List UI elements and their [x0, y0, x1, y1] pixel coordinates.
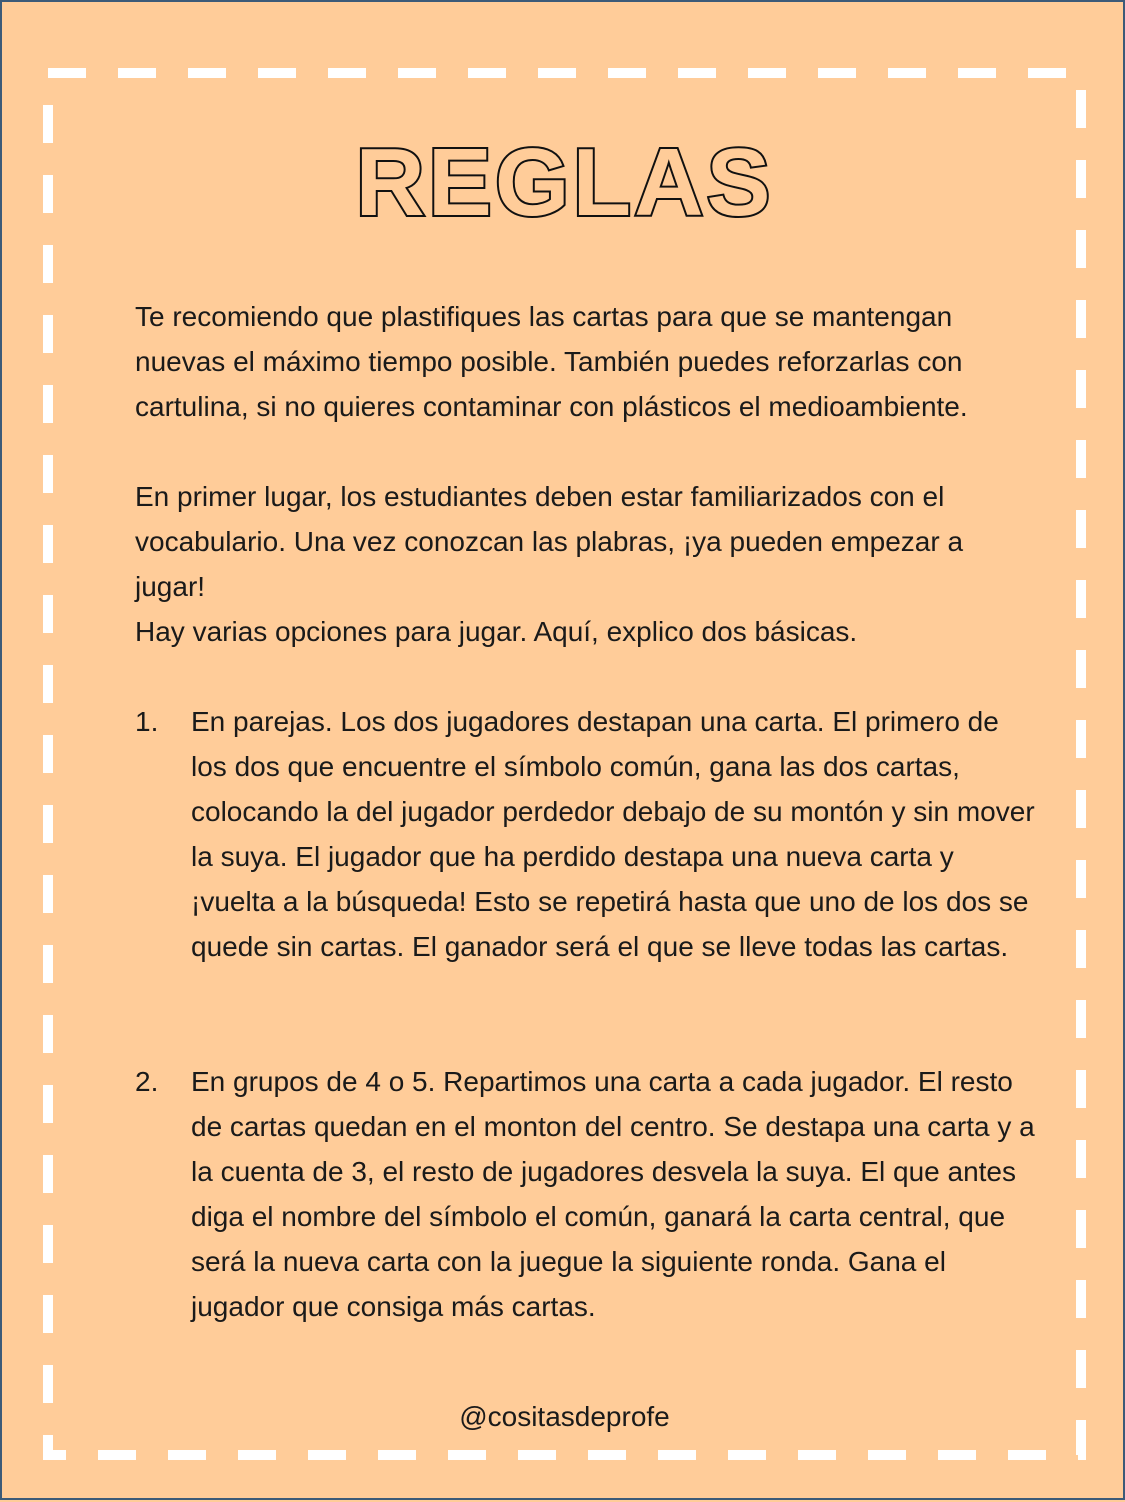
rule-item-groups	[135, 1059, 1035, 1329]
intro-paragraph: Te recomiendo que plastifiques las cartas para que se mantengan nuevas el máximo tiempo posible. También puedes reforzarlas con cartulina, si no quieres contaminar con plásticos el medioambiente.	[135, 301, 968, 422]
page-title: REGLAS	[355, 129, 774, 236]
rule-text: En parejas. Los dos jugadores destapan una carta. El primero de los dos que encuentre el símbolo común, gana las dos cartas, colocando la del jugador perdedor debajo de su montón y sin mover la suya. El jugador que ha perdido destapa una nueva carta y ¡vuelta a la búsqueda! Esto se repetirá hasta que uno de los dos se quede sin cartas. El ganador será el que se lleve todas las cartas.	[191, 706, 1035, 962]
rule-text: En grupos de 4 o 5. Repartimos una carta a cada jugador. El resto de cartas quedan en el monton del centro. Se destapa una carta y a la cuenta de 3, el resto de jugadores desvela la suya. El que antes diga el nombre del símbolo el común, ganará la carta central, que será la nueva carta con la juegue la siguiente ronda. Gana el jugador que consiga más cartas.	[191, 1066, 1035, 1322]
rule-number: 1.	[135, 706, 159, 737]
vocabulary-paragraph: En primer lugar, los estudiantes deben estar familiarizados con el vocabulario. Una vez conozcan las plabras, ¡ya pueden empezar a jugar!	[135, 481, 964, 602]
rule-item-pairs	[135, 699, 1035, 969]
options-paragraph: Hay varias opciones para jugar. Aquí, explico dos básicas.	[135, 616, 858, 647]
rule-number: 2.	[135, 1066, 159, 1097]
author-handle: @cositasdeprofe	[459, 1401, 670, 1432]
